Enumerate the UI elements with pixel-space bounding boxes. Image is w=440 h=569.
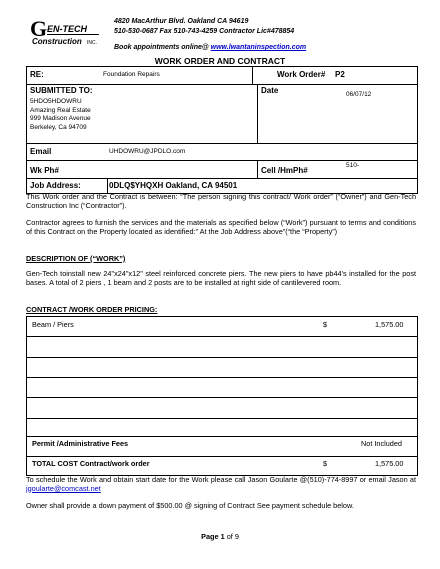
permit-fees-label: Permit /Administrative Fees — [32, 439, 129, 448]
logo-bottom-text: Construction — [32, 37, 82, 46]
logo-top-text: EN-TECH — [47, 24, 87, 34]
logo-rule — [47, 34, 99, 35]
terms-paragraph: Contractor agrees to furnish the services and the materials as specified below (“Work”) pursuant to terms and conditions of this Contract on the Property located as identified:” At the Job Address above”(“the “Property”) — [26, 218, 416, 236]
email-label: Email — [30, 147, 52, 156]
date-label: Date — [261, 86, 279, 95]
address-line-1: 4820 MacArthur Blvd. Oakland CA 94619 — [114, 18, 249, 25]
work-order-value: P2 — [335, 70, 345, 79]
work-phone-label: Wk Ph# — [30, 166, 59, 175]
cell-phone-label: Cell /HmPh# — [261, 166, 308, 175]
pricing-currency: $ — [323, 320, 328, 329]
down-payment-paragraph: Owner shall provide a down payment of $500.00 @ signing of Contract See payment schedule below. — [26, 501, 354, 510]
work-description-paragraph: Gen-Tech toinstall new 24"x24"x12" steel reinforced concrete piers. The new piers to have pb44's installed for the post bases. A total of 2 piers , 1 beam and 2 posts are to be installed at right side of cantilevered room. — [26, 269, 416, 287]
re-value: Foundation Repairs — [103, 71, 160, 78]
pricing-heading: CONTRACT /WORK ORDER PRICING: — [26, 305, 158, 314]
page-number: 1 — [220, 532, 225, 541]
schedule-paragraph — [26, 476, 416, 493]
schedule-email-link[interactable]: jgoularte@comcast.net — [26, 483, 101, 493]
page-of: of — [226, 532, 233, 541]
appointments-line — [114, 44, 306, 51]
client-line: Amazing Real Estate — [30, 106, 91, 114]
cell-phone-value: 510- — [346, 162, 360, 169]
page-label: Page — [201, 532, 219, 541]
page-total: 9 — [234, 532, 239, 541]
page-indicator — [0, 532, 440, 541]
company-logo — [30, 18, 102, 48]
intro-paragraph: This Work order and the Contract is between: “The person signing this contract/ Work order” (“Owner”) and Gen-Tech Construction Inc (“Contractor”). — [26, 192, 416, 210]
client-line: Berkeley, Ca 94709 — [30, 123, 87, 131]
work-description-heading: DESCRIPTION OF (“WORK”) — [26, 254, 126, 263]
total-amount: 1,575.00 — [375, 459, 404, 468]
pricing-item: Beam / Piers — [32, 320, 74, 329]
total-currency: $ — [323, 459, 328, 468]
permit-fees-value: Not Included — [361, 439, 402, 448]
logo-mark: G — [30, 16, 48, 41]
appointments-text: Book appointments online@ — [114, 44, 209, 51]
pricing-table — [26, 316, 418, 476]
job-address-value: 0DLQ$YHQXH Oakland, CA 94501 — [109, 181, 238, 190]
work-order-label: Work Order# — [277, 70, 326, 79]
client-line: 5HDO5HDOWRU — [30, 98, 82, 105]
client-block — [30, 98, 91, 132]
client-line: 999 Madison Avenue — [30, 115, 91, 122]
email-value: UHDOWRU@JPDLO.com — [109, 148, 186, 155]
date-value: 06/07/12 — [346, 91, 372, 98]
total-cost-label: TOTAL COST Contract/work order — [32, 459, 150, 468]
address-line-2: 510-530-0687 Fax 510-743-4259 Contractor Lic#478854 — [114, 28, 295, 35]
pricing-amount: 1,575.00 — [375, 320, 404, 329]
appointments-link[interactable]: www.lwantaninspection.com — [210, 44, 307, 51]
company-address — [114, 17, 294, 37]
logo-inc-text: INC. — [87, 40, 97, 46]
submitted-to-label: SUBMITTED TO: — [30, 86, 93, 95]
re-label: RE: — [30, 70, 44, 79]
schedule-text: To schedule the Work and obtain start date for the Work please call Jason Goularte @(510)-774-8997 or email Jason at — [26, 475, 416, 484]
job-address-label: Job Address: — [30, 181, 81, 190]
document-title: WORK ORDER AND CONTRACT — [154, 56, 286, 66]
